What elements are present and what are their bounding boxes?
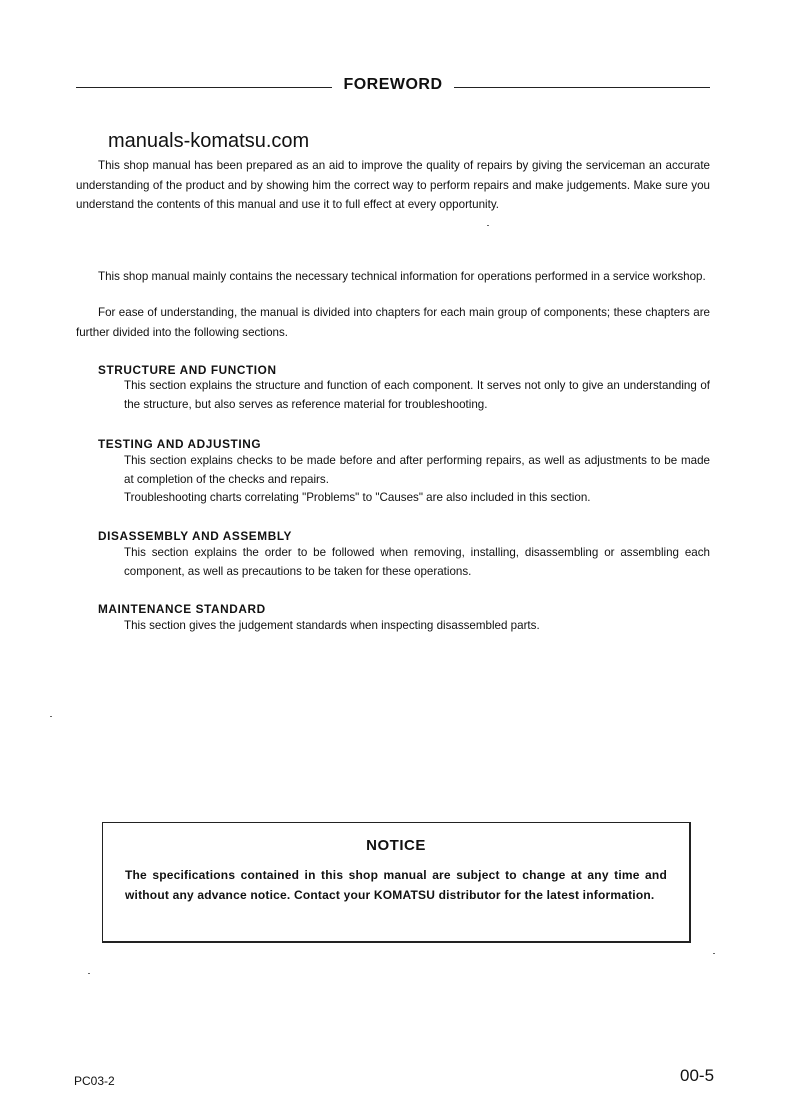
section-body-maintenance-standard: [124, 617, 710, 636]
scan-speck: [88, 973, 90, 974]
section-title-disassembly-assembly: DISASSEMBLY AND ASSEMBLY: [98, 529, 293, 543]
footer-page-number: 00-5: [680, 1066, 715, 1085]
section-line: Troubleshooting charts correlating "Problems" to "Causes" are also included in this section.: [124, 491, 591, 504]
intro-paragraph-3: For ease of understanding, the manual is divided into chapters for each main group of components; these chapters are further divided into the following sections.: [76, 306, 710, 339]
section-title-testing-adjusting: TESTING AND ADJUSTING: [98, 437, 262, 451]
scan-speck: [713, 953, 715, 954]
notice-title: NOTICE: [366, 837, 426, 854]
page-header: [76, 76, 710, 98]
section-title-maintenance-standard: MAINTENANCE STANDARD: [98, 602, 266, 616]
header-rule-left: [76, 87, 332, 88]
section-title-structure-function: STRUCTURE AND FUNCTION: [98, 363, 277, 377]
section-line: This section explains the order to be followed when removing, installing, disassembling or assembling each component, as well as precautions to be taken for these operations.: [124, 546, 710, 578]
intro-paragraph-1: This shop manual has been prepared as an aid to improve the quality of repairs by giving the serviceman an accurate understanding of the product and by showing him the correct way to perform repairs and make judgements. Make sure you understand the contents of this manual and use it to full effect at every opportunity.: [76, 159, 710, 211]
page-title: FOREWORD: [343, 76, 443, 93]
scan-speck: [50, 716, 52, 717]
intro-paragraph-2: This shop manual mainly contains the necessary technical information for operations performed in a service workshop.: [98, 270, 706, 283]
section-line: This section explains the structure and function of each component. It serves not only to give an understanding of the structure, but also serves as reference material for troubleshooting.: [124, 379, 710, 411]
section-line: This section explains checks to be made before and after performing repairs, as well as adjustments to be made at completion of the checks and repairs.: [124, 454, 710, 486]
section-body-disassembly-assembly: [124, 544, 710, 581]
header-rule-right: [454, 87, 710, 88]
notice-text: The specifications contained in this shop manual are subject to change at any time and without any advance notice. Contact your KOMATSU distributor for the latest information.: [125, 868, 667, 902]
section-body-testing-adjusting: [124, 452, 710, 508]
watermark-text: manuals-komatsu.com: [108, 130, 310, 152]
section-line: This section gives the judgement standards when inspecting disassembled parts.: [124, 619, 540, 632]
notice-box: [102, 822, 691, 943]
section-body-structure-function: [124, 377, 710, 414]
scan-speck: [487, 225, 489, 226]
footer-model-code: PC03-2: [74, 1074, 115, 1088]
